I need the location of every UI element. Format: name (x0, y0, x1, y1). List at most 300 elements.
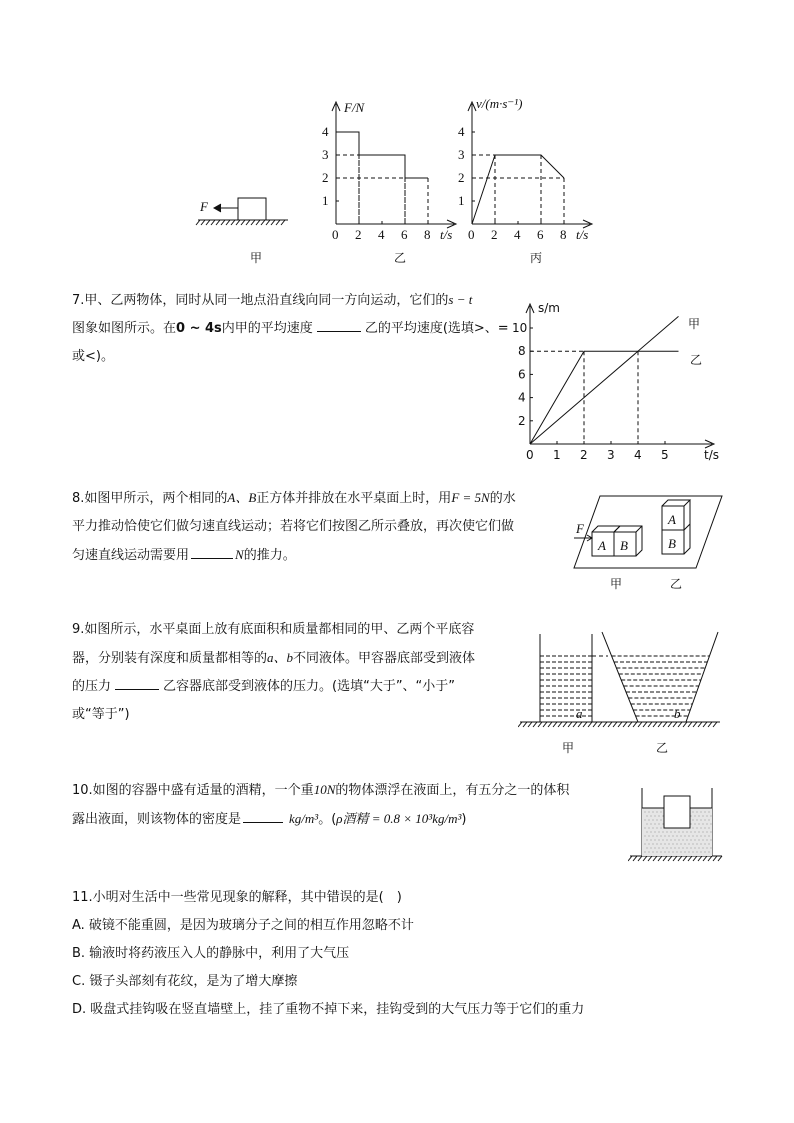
table-hatch (703, 856, 707, 861)
st-ytick: 8 (518, 344, 526, 359)
liquid-dot (697, 844, 698, 845)
surface-hatch (251, 220, 255, 225)
liquid-dot (701, 836, 702, 837)
liquid-dot (701, 820, 702, 821)
liquid-dot (695, 832, 696, 833)
chart-bing-series-line (472, 155, 564, 224)
q9-fig-jia: 甲 (562, 741, 575, 755)
surface-hatch (226, 220, 230, 225)
liquid-dot (645, 836, 646, 837)
liquid-dot (707, 832, 708, 833)
st-xtick: 1 (553, 448, 561, 462)
liquid-dot (695, 840, 696, 841)
table-hatch (698, 856, 702, 861)
st-xtick: 5 (661, 448, 669, 462)
q8-line1c: 的水 (489, 491, 516, 506)
liquid-dot (685, 836, 686, 837)
liquid-dot (667, 832, 668, 833)
surface-hatch (256, 220, 260, 225)
liquid-dot (711, 816, 712, 817)
table-hatch (608, 722, 612, 727)
chart-bing-xtick: 6 (537, 227, 544, 242)
table-hatch (668, 722, 672, 727)
liquid-dot (711, 848, 712, 849)
liquid-dot (673, 852, 674, 853)
liquid-dot (659, 848, 660, 849)
liquid-dot (675, 840, 676, 841)
liquid-b: b (674, 706, 681, 721)
st-ytick: 6 (518, 367, 526, 382)
liquid-dot (673, 836, 674, 837)
liquid-dot (683, 832, 684, 833)
liquid-dot (669, 844, 670, 845)
chart-force-time (322, 100, 456, 242)
liquid-dot (669, 836, 670, 837)
st-ytick: 10 (512, 321, 528, 335)
block-a-jia: A (598, 538, 606, 553)
liquid-dot (657, 844, 658, 845)
chart-bing-ytick: 4 (458, 124, 465, 139)
liquid-dot (647, 816, 648, 817)
st-xtick: 4 (634, 448, 642, 462)
liquid-dot (651, 816, 652, 817)
liquid-dot (707, 848, 708, 849)
liquid-dot (711, 832, 712, 833)
st-series-yi (530, 351, 679, 444)
liquid-dot (707, 840, 708, 841)
blocks-side-by-side (574, 521, 642, 556)
liquid-dot (659, 816, 660, 817)
liquid-dot (661, 812, 662, 813)
liquid-dot (651, 840, 652, 841)
liquid-dot (645, 844, 646, 845)
surface-hatch (231, 220, 235, 225)
liquid-dot (653, 852, 654, 853)
q8-force-letter: F (576, 521, 584, 536)
liquid-dot (657, 812, 658, 813)
table-hatch (638, 856, 642, 861)
liquid-dot (697, 852, 698, 853)
chart-yi-ytick: 1 (322, 193, 329, 208)
liquid-dot (691, 840, 692, 841)
liquid-dot (663, 840, 664, 841)
liquid-dot (705, 828, 706, 829)
table-hatch (578, 722, 582, 727)
liquid-dot (657, 852, 658, 853)
liquid-dot (709, 836, 710, 837)
liquid-dot (647, 840, 648, 841)
q10-line1b: 的物体漂浮在液面上，有五分之一的体积 (335, 783, 570, 798)
liquid-dot (653, 844, 654, 845)
q9-line3a: 的压力 (72, 679, 112, 694)
liquid-dot (649, 812, 650, 813)
chart-yi-ytick: 2 (322, 170, 329, 185)
fig-bing-label: 丙 (530, 251, 543, 265)
table-hatch (633, 722, 637, 727)
table-hatch (598, 722, 602, 727)
liquid-dot (645, 820, 646, 821)
table-hatch (628, 722, 632, 727)
liquid-dot (649, 844, 650, 845)
liquid-dot (687, 840, 688, 841)
liquid-dot (701, 828, 702, 829)
liquid-dot (711, 824, 712, 825)
fig-jia-block (196, 198, 288, 225)
liquid-dot (671, 832, 672, 833)
question-10 (72, 776, 612, 834)
liquid-dot (709, 812, 710, 813)
liquid-dot (679, 848, 680, 849)
liquid-dot (675, 848, 676, 849)
table-hatch (603, 722, 607, 727)
liquid-dot (649, 828, 650, 829)
liquid-dot (661, 820, 662, 821)
q7-chart-ylabel: s/m (538, 301, 560, 315)
liquid-dot (661, 852, 662, 853)
surface-hatch (276, 220, 280, 225)
table-hatch (668, 856, 672, 861)
table-hatch (663, 722, 667, 727)
chart-bing-ytick: 3 (458, 147, 465, 162)
table-hatch (713, 856, 717, 861)
table-hatch (528, 722, 532, 727)
q7-line2b: 内甲的平均速度 (221, 321, 313, 336)
liquid-dot (679, 832, 680, 833)
liquid-dot (663, 848, 664, 849)
liquid-dot (699, 848, 700, 849)
surface-hatch (206, 220, 210, 225)
liquid-dot (707, 824, 708, 825)
liquid-dot (667, 840, 668, 841)
liquid-dot (701, 844, 702, 845)
liquid-dot (649, 836, 650, 837)
q9-line2a: 器，分别装有深度和质量都相等的 (72, 651, 268, 666)
table-hatch (563, 722, 567, 727)
q10-weight: 10N (313, 782, 336, 797)
surface-hatch (271, 220, 275, 225)
st-xtick: 0 (526, 448, 534, 462)
liquid-dot (695, 848, 696, 849)
liquid-dot (705, 812, 706, 813)
table-hatch (643, 722, 647, 727)
liquid-dot (655, 848, 656, 849)
q8-fig-yi: 乙 (670, 577, 683, 591)
liquid-dot (681, 844, 682, 845)
liquid-dot (703, 824, 704, 825)
liquid-dot (659, 832, 660, 833)
table-hatch (553, 722, 557, 727)
q8-line1b: 正方体并排放在水平桌面上时，用 (256, 491, 452, 506)
table-hatch (653, 722, 657, 727)
series-label-jia: 甲 (688, 317, 701, 331)
chart-yi-ytick: 4 (322, 124, 329, 139)
liquid-dot (649, 852, 650, 853)
liquid-dot (645, 852, 646, 853)
table-hatch (588, 722, 592, 727)
surface-hatch (246, 220, 250, 225)
q9-figure (518, 626, 724, 760)
q7-st-chart (508, 296, 734, 466)
question-11 (72, 884, 712, 1024)
table-hatch (703, 722, 707, 727)
surface-hatch (211, 220, 215, 225)
liquid-dot (693, 844, 694, 845)
surface-hatch (216, 220, 220, 225)
q10-line1a: 10.如图的容器中盛有适量的酒精，一个重 (72, 783, 314, 798)
liquid-dot (705, 820, 706, 821)
surface-hatch (241, 220, 245, 225)
chart-yi-xlabel: t/s (440, 227, 453, 242)
table-hatch (713, 722, 717, 727)
table-hatch (688, 722, 692, 727)
liquid-dot (653, 828, 654, 829)
liquid-dot (691, 832, 692, 833)
liquid-dot (663, 824, 664, 825)
liquid-dot (651, 824, 652, 825)
chart-velocity-time (458, 96, 592, 242)
liquid-dot (701, 812, 702, 813)
st-ytick: 4 (518, 390, 526, 405)
liquid-dot (701, 852, 702, 853)
liquid-dot (709, 828, 710, 829)
liquid-dot (659, 824, 660, 825)
q8-answer-blank[interactable] (191, 544, 233, 559)
liquid-dot (663, 816, 664, 817)
q10-figure (628, 780, 724, 864)
table-hatch (683, 722, 687, 727)
table-hatch (708, 722, 712, 727)
q8-line2: 平力推动恰使它们做匀速直线运动；若将它们按图乙所示叠放，再次使它们做 (72, 519, 515, 534)
liquid-dot (705, 836, 706, 837)
surface-hatch (201, 220, 205, 225)
liquid-dot (697, 820, 698, 821)
q10-line2c: ) (461, 812, 467, 827)
q8-figure (566, 492, 724, 592)
liquid-dot (665, 836, 666, 837)
table-hatch (653, 856, 657, 861)
liquid-dot (655, 832, 656, 833)
liquid-dot (693, 836, 694, 837)
liquid-dot (685, 844, 686, 845)
table-hatch (558, 722, 562, 727)
liquid-dot (677, 844, 678, 845)
liquid-dot (677, 852, 678, 853)
liquid-dot (693, 828, 694, 829)
liquid-dot (659, 840, 660, 841)
liquid-dot (681, 836, 682, 837)
st-series-jia (530, 316, 679, 444)
q9-line4: 或“等于”) (72, 707, 130, 722)
q10-rho: ρ酒精 = 0.8 × 10³kg/m³ (336, 811, 462, 826)
liquid-dot (649, 820, 650, 821)
table-hatch (708, 856, 712, 861)
liquid-dot (665, 844, 666, 845)
liquid-dot (689, 836, 690, 837)
liquid-dot (657, 836, 658, 837)
q8-fig-jia: 甲 (610, 577, 623, 591)
question-8 (72, 484, 562, 570)
liquid-dot (689, 844, 690, 845)
liquid-dot (693, 812, 694, 813)
surface-hatch (196, 220, 200, 225)
table-hatch (678, 722, 682, 727)
liquid-dot (671, 840, 672, 841)
surface-hatch (236, 220, 240, 225)
liquid-dot (677, 836, 678, 837)
liquid-dot (695, 824, 696, 825)
liquid-dot (665, 852, 666, 853)
table-hatch (678, 856, 682, 861)
table-hatch (518, 722, 522, 727)
surface-hatch (221, 220, 225, 225)
liquid-dot (703, 816, 704, 817)
liquid-dot (697, 828, 698, 829)
table-hatch (658, 722, 662, 727)
liquid-dot (661, 828, 662, 829)
q7-line1: 7.甲、乙两物体，同时从同一地点沿直线向同一方向运动，它们的 (72, 293, 449, 308)
chart-yi-ylabel: F/N (344, 100, 365, 115)
q10-unit: kg/m³ (289, 811, 319, 826)
q11-option-a[interactable]: A. 破镜不能重圆，是因为玻璃分子之间的相互作用忽略不计 (72, 918, 414, 933)
q7-line2c: 乙的平均速度(选填>、= (364, 321, 509, 336)
liquid-dot (647, 832, 648, 833)
q8-feq: F = 5N (451, 490, 490, 505)
liquid-dot (703, 848, 704, 849)
liquid-dot (691, 824, 692, 825)
liquid-dot (655, 824, 656, 825)
q10-line2a: 露出液面，则该物体的密度是 (72, 812, 242, 827)
table-hatch (648, 856, 652, 861)
table-hatch (683, 856, 687, 861)
liquid-dot (647, 824, 648, 825)
liquid-dot (653, 820, 654, 821)
table-hatch (593, 722, 597, 727)
series-label-yi: 乙 (690, 353, 703, 367)
q7-line3: 或<)。 (72, 349, 114, 364)
table-hatch (583, 722, 587, 727)
q8-line3a: 匀速直线运动需要用 (72, 548, 190, 563)
table-hatch (673, 856, 677, 861)
table-hatch (623, 722, 627, 727)
q7-line2a: 图象如图所示。在 (72, 321, 177, 336)
fig-jia-label: 甲 (250, 251, 263, 265)
q7-answer-blank[interactable] (317, 317, 361, 332)
blocks-stacked (662, 500, 690, 554)
q8-line3b: 的推力。 (243, 548, 296, 563)
table-hatch (573, 722, 577, 727)
table-hatch (643, 856, 647, 861)
chart-yi-xtick: 6 (401, 227, 408, 242)
q9-fig-yi: 乙 (656, 741, 669, 755)
chart-bing-xtick: 4 (514, 227, 521, 242)
liquid-dot (693, 820, 694, 821)
liquid-dot (679, 840, 680, 841)
liquid-dot (691, 816, 692, 817)
table-hatch (633, 856, 637, 861)
liquid-dot (667, 848, 668, 849)
liquid-dot (671, 848, 672, 849)
table-hatch (718, 856, 722, 861)
q9-answer-blank[interactable] (115, 675, 159, 690)
liquid-dot (703, 840, 704, 841)
liquid-dot (697, 812, 698, 813)
chart-bing-ytick: 1 (458, 193, 465, 208)
liquid-dot (689, 852, 690, 853)
chart-bing-xtick: 2 (491, 227, 498, 242)
q7-chart-xlabel: t/s (704, 448, 719, 462)
liquid-a: a (576, 706, 583, 721)
table-hatch (628, 856, 632, 861)
q8-line1a: 8.如图甲所示，两个相同的 (72, 491, 228, 506)
q9-ab: a、b (267, 650, 294, 665)
surface-hatch (266, 220, 270, 225)
liquid-dot (683, 840, 684, 841)
liquid-dot (709, 852, 710, 853)
q7-interval: 0 ~ 4s (176, 321, 222, 336)
liquid-dot (669, 852, 670, 853)
chart-bing-ylabel: v/(m·s⁻¹) (476, 96, 523, 111)
table-hatch (523, 722, 527, 727)
liquid-dot (653, 812, 654, 813)
chart-bing-xlabel: t/s (576, 227, 589, 242)
liquid-dot (709, 844, 710, 845)
q10-line2b: 。( (318, 812, 337, 827)
top-figures (190, 92, 610, 272)
chart-bing-xtick: 0 (468, 227, 475, 242)
st-xtick: 3 (607, 448, 615, 462)
surface-hatch (281, 220, 285, 225)
block-b-jia: B (620, 538, 628, 553)
block-b-yi: B (668, 536, 676, 551)
liquid-dot (647, 848, 648, 849)
liquid-dot (657, 820, 658, 821)
liquid-dot (651, 848, 652, 849)
liquid-dot (687, 848, 688, 849)
liquid-dot (645, 812, 646, 813)
liquid-dot (687, 832, 688, 833)
table-hatch (648, 722, 652, 727)
chart-yi-xtick: 4 (378, 227, 385, 242)
q8-ab: A、B (227, 490, 257, 505)
table-hatch (548, 722, 552, 727)
liquid-dot (653, 836, 654, 837)
q11-option-d[interactable]: D. 吸盘式挂钩吸在竖直墙壁上，挂了重物不掉下来，挂钩受到的大气压力等于它们的重力 (72, 1002, 585, 1017)
liquid-dot (699, 840, 700, 841)
liquid-dot (703, 832, 704, 833)
table-hatch (693, 856, 697, 861)
q11-option-b[interactable]: B. 输液时将药液压入人的静脉中，利用了大气压 (72, 946, 350, 961)
chart-yi-ytick: 3 (322, 147, 329, 162)
force-letter: F (200, 199, 208, 214)
liquid-dot (673, 844, 674, 845)
table-hatch (538, 722, 542, 727)
table-hatch (658, 856, 662, 861)
q9-line3b: 乙容器底部受到液体的压力。(选填“大于”、“小于” (163, 679, 456, 694)
chart-bing-ytick: 2 (458, 170, 465, 185)
liquid-dot (699, 824, 700, 825)
liquid-dot (661, 844, 662, 845)
q7-st: s − t (448, 292, 473, 307)
q8-unit: N (235, 547, 244, 562)
surface-hatch (261, 220, 265, 225)
q11-option-c[interactable]: C. 镊子头部刻有花纹，是为了增大摩擦 (72, 974, 298, 989)
liquid-dot (693, 852, 694, 853)
liquid-dot (707, 816, 708, 817)
table-hatch (568, 722, 572, 727)
q10-answer-blank[interactable] (243, 808, 283, 823)
table-hatch (698, 722, 702, 727)
liquid-dot (683, 848, 684, 849)
